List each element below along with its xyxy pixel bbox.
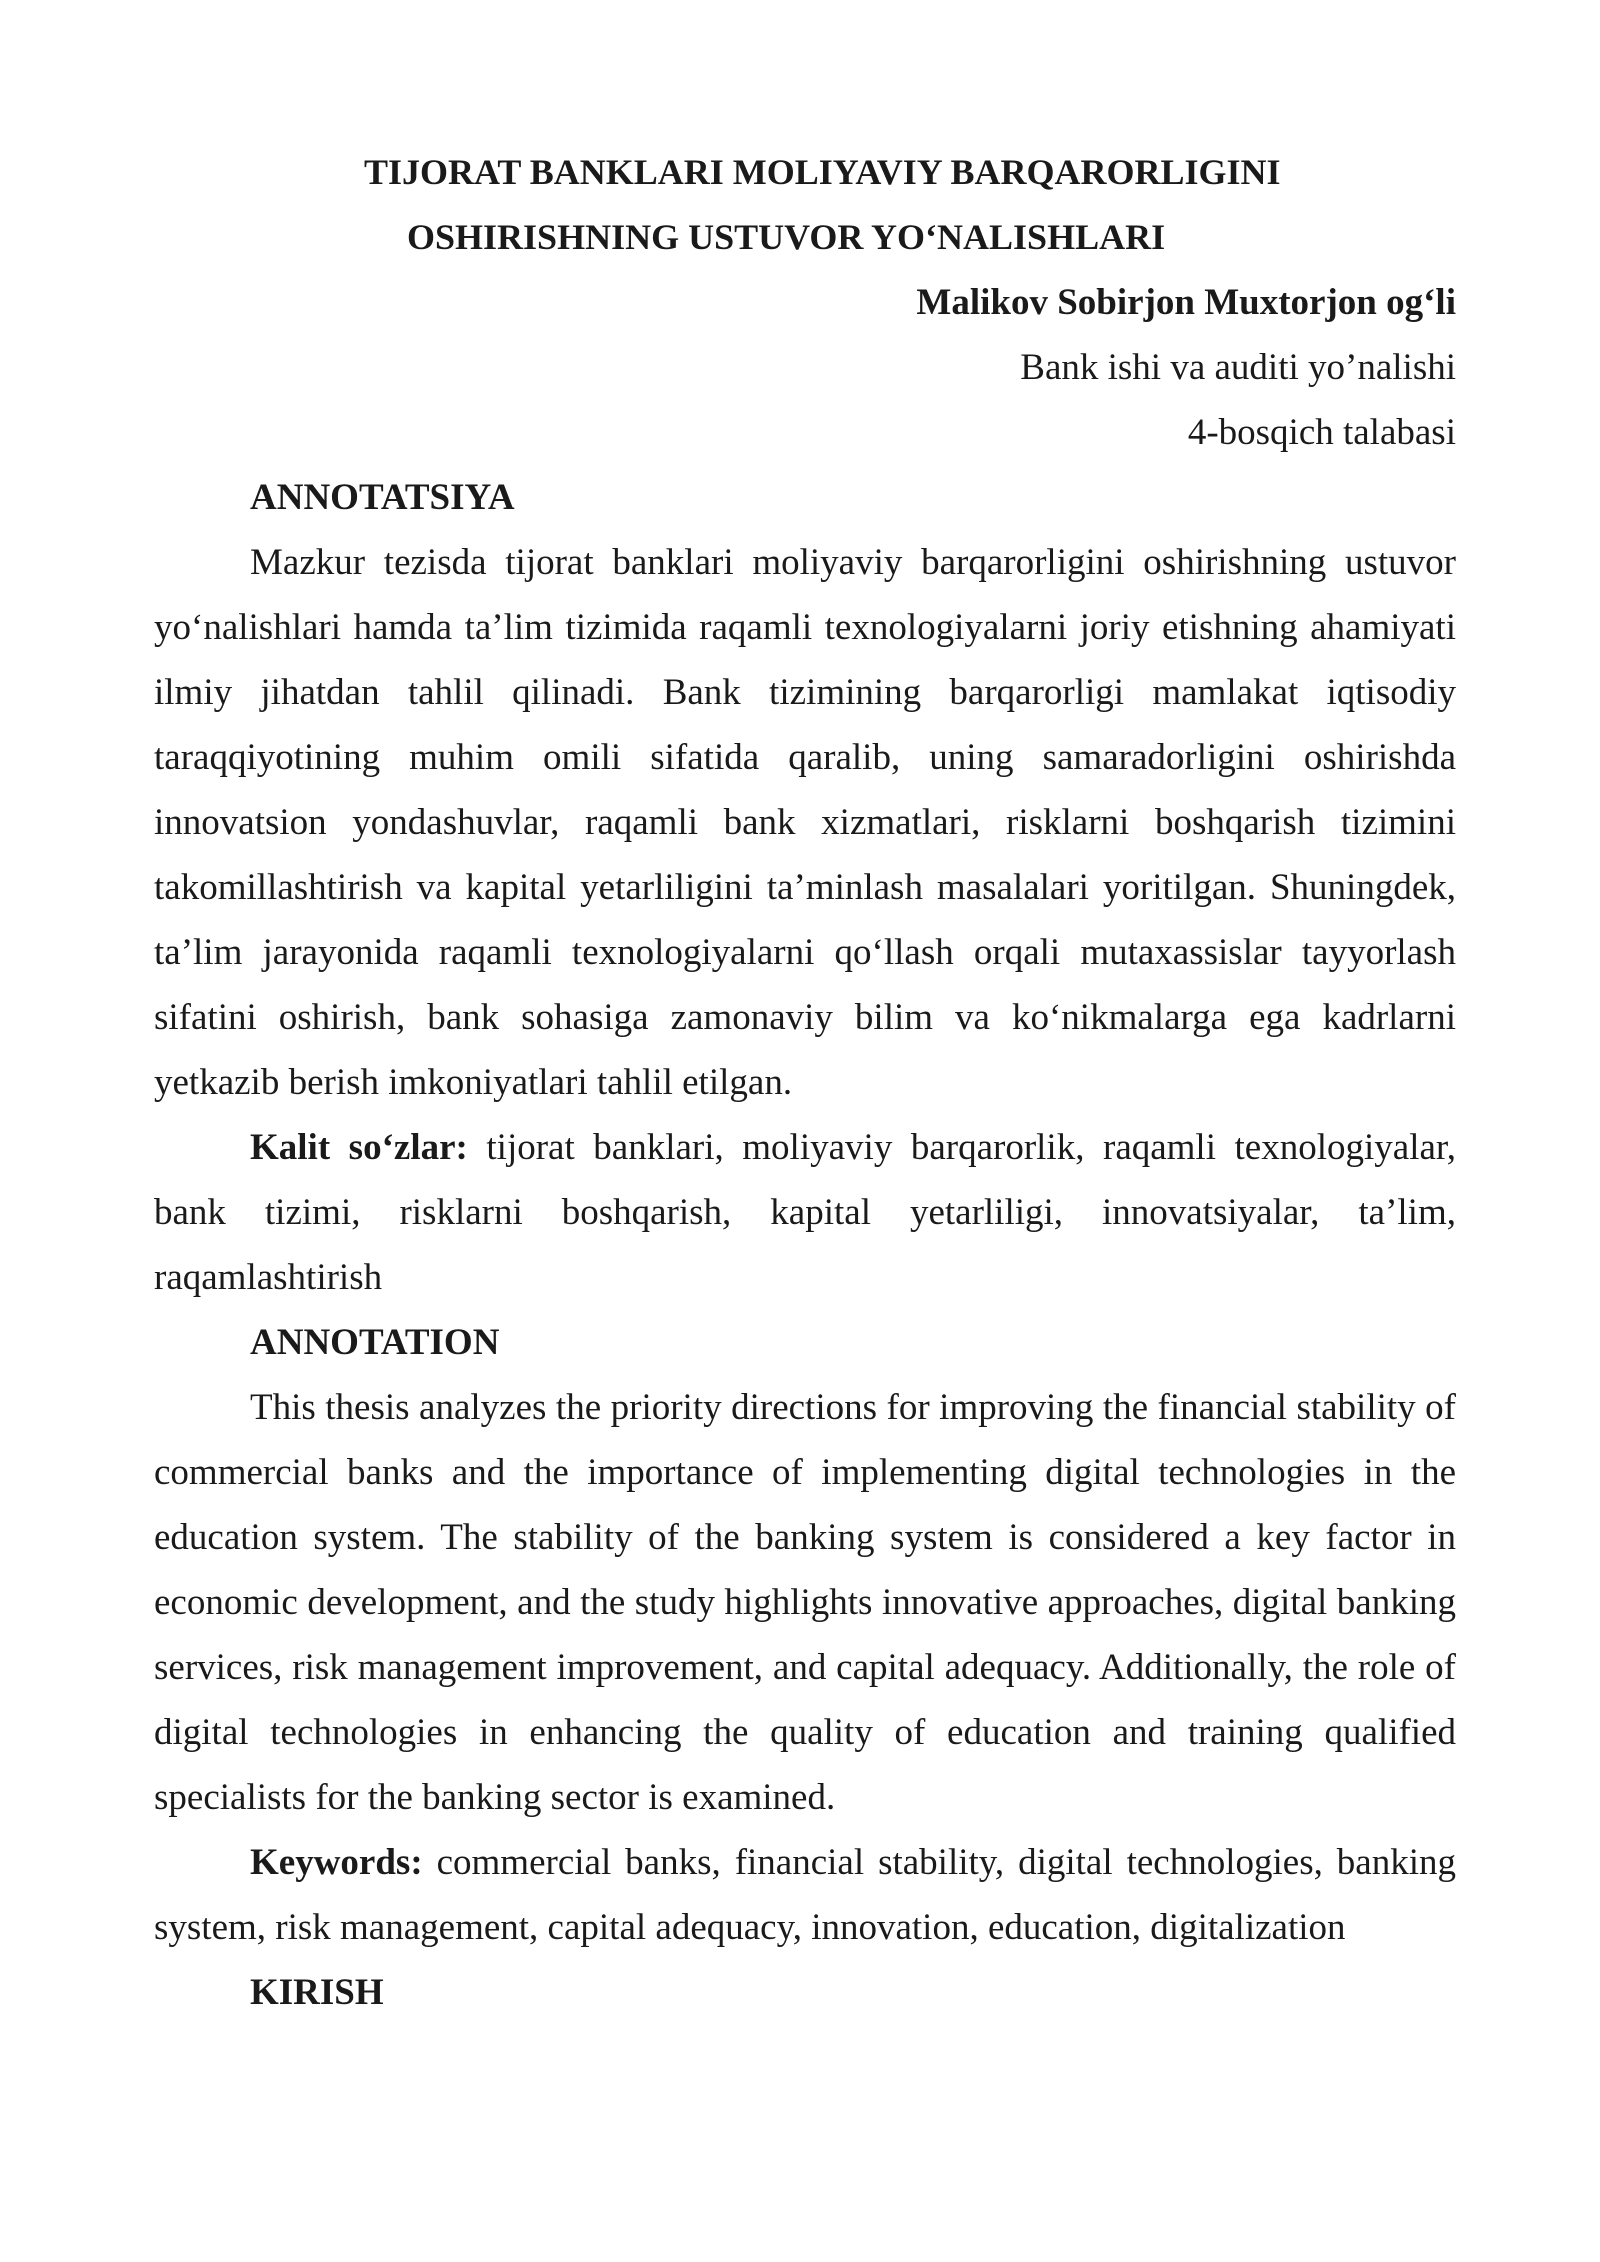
annotatsiya-text: Mazkur tezisda tijorat banklari moliyaviy barqarorligini oshirishning ustuvor yo‘nalishlari hamda ta’lim tizimida raqamli texnologiyalarni joriy etishning ahamiyati ilmiy jihatdan tahlil qilinadi. Bank tizimining barqarorligi mamlakat iqtisodiy taraqqiyotining muhim omili sifatida qaralib, uning samaradorligini oshirishda innovatsion yondashuvlar, raqamli bank xizmatlari, risklarni boshqarish tizimini takomillashtirish va kapital yetarliligini ta’minlash masalalari yoritilgan. Shuningdek, ta’lim jarayonida raqamli texnologiyalarni qo‘llash orqali mutaxassislar tayyorlash sifatini oshirish, bank sohasiga zamonaviy bilim va ko‘nikmalarga ega kadrlarni yetkazib berish imkoniyatlari tahlil etilgan. xyxy=(154,542,1456,1103)
title-line-1: TIJORAT BANKLARI MOLIYAVIY BARQARORLIGINI xyxy=(364,152,1281,192)
author-program: Bank ishi va auditi yo’nalishi xyxy=(1020,347,1456,388)
annotation-heading: ANNOTATION xyxy=(250,1322,500,1363)
annotation-keywords xyxy=(154,1830,1456,1960)
annotatsiya-keywords-label: Kalit so‘zlar: xyxy=(250,1127,468,1168)
title-line-2: OSHIRISHNING USTUVOR YO‘NALISHLARI xyxy=(407,217,1166,257)
author-year: 4-bosqich talabasi xyxy=(1187,412,1456,453)
annotatsiya-heading: ANNOTATSIYA xyxy=(250,477,515,518)
annotatsiya-keywords-list: tijorat banklari, moliyaviy barqarorlik, raqamli texnologiyalar, bank tizimi, risklarni boshqarish, kapital yetarliligi, innovatsiyalar, ta’lim, raqamlashtirish xyxy=(154,1127,1456,1298)
document-page xyxy=(154,140,1456,2025)
annotation-keywords-label: Keywords: xyxy=(250,1842,423,1883)
annotation-text: This thesis analyzes the priority directions for improving the financial stability of commercial banks and the importance of implementing digital technologies in the education system. The stability of the banking system is considered a key factor in economic development, and the study highlights innovative approaches, digital banking services, risk management improvement, and capital adequacy. Additionally, the role of digital technologies in enhancing the quality of education and training qualified specialists for the banking sector is examined. xyxy=(154,1387,1456,1818)
kirish-heading: KIRISH xyxy=(250,1972,384,2013)
annotatsiya-keywords xyxy=(154,1115,1456,1310)
author-name: Malikov Sobirjon Muxtorjon og‘li xyxy=(916,282,1456,323)
annotation-keywords-list: commercial banks, financial stability, digital technologies, banking system, risk management, capital adequacy, innovation, education, digitalization xyxy=(154,1842,1456,1948)
